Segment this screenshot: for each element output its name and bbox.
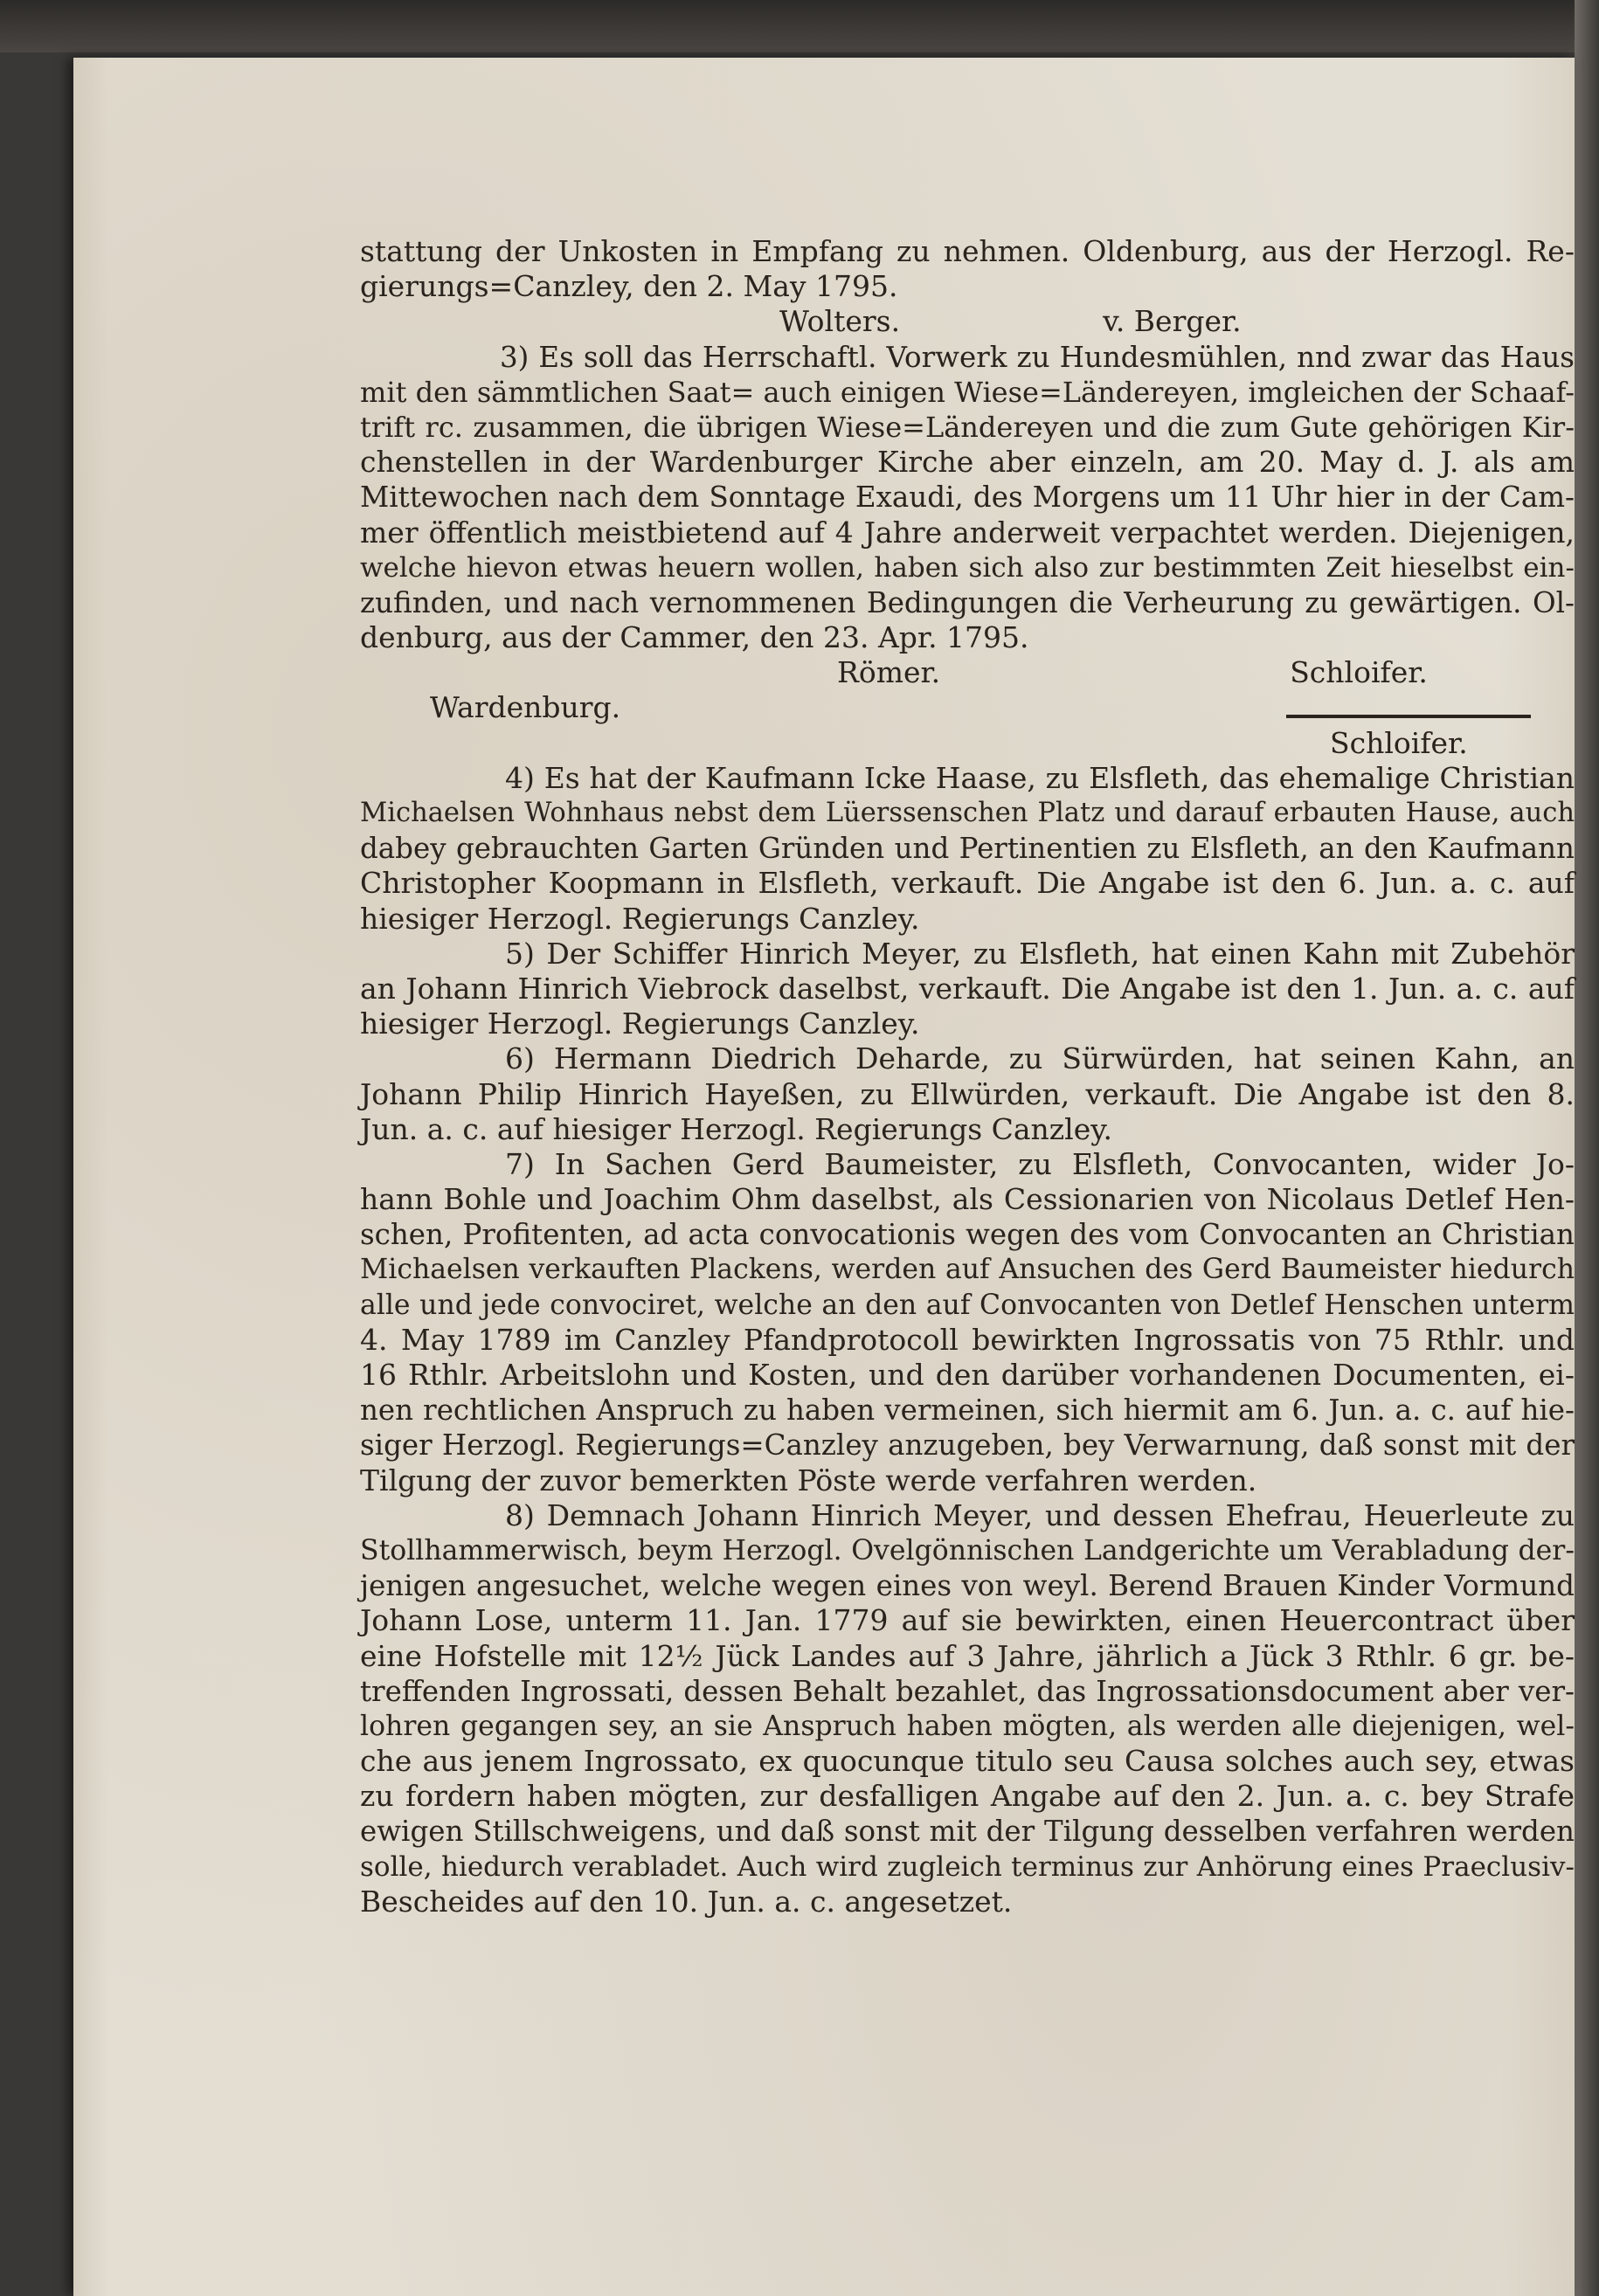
text-line: an Johann Hinrich Viebrock daselbst, verkauft. Die Angabe ist den 1. Jun. a. c. auf: [360, 971, 1575, 1006]
text-line: zu fordern haben mögten, zur desfalligen Angabe auf den 2. Jun. a. c. bey Strafe: [360, 1779, 1575, 1814]
text-line: 4) Es hat der Kaufmann Icke Haase, zu Elsfleth, das ehemalige Christian: [505, 760, 1575, 795]
text-line: Tilgung der zuvor bemerkten Pöste werde verfahren werden.: [360, 1463, 1257, 1497]
text-line: hiesiger Herzogl. Regierungs Canzley.: [360, 1006, 920, 1041]
signature-schloifer-2: Schloifer.: [1330, 725, 1468, 760]
text-line: stattung der Unkosten in Empfang zu nehmen. Oldenburg, aus der Herzogl. Re-: [360, 234, 1575, 268]
text-line: hiesiger Herzogl. Regierungs Canzley.: [360, 901, 920, 936]
text-line: Jun. a. c. auf hiesiger Herzogl. Regierungs Canzley.: [360, 1111, 1113, 1146]
text-line: mer öffentlich meistbietend auf 4 Jahre anderweit verpachtet werden. Diejenigen,: [360, 515, 1575, 550]
text-line: Johann Philip Hinrich Hayeßen, zu Ellwürden, verkauft. Die Angabe ist den 8.: [360, 1076, 1575, 1111]
text-line: trift rc. zusammen, die übrigen Wiese=Ländereyen und die zum Gute gehörigen Kir-: [360, 410, 1575, 444]
scan-background-right: [1575, 0, 1599, 2296]
text-line: alle und jede convociret, welche an den auf Convocanten von Detlef Henschen unterm: [360, 1289, 1575, 1321]
place-line: [360, 690, 1575, 725]
text-line: 4. May 1789 im Canzley Pfandprotocoll bewirkten Ingrossatis von 75 Rthlr. und: [360, 1322, 1575, 1357]
text-line: jenigen angesuchet, welche wegen eines von weyl. Berend Brauen Kinder Vormund: [360, 1569, 1575, 1603]
text-line: denburg, aus der Cammer, den 23. Apr. 1795.: [360, 620, 1029, 655]
signature-wolters: Wolters.: [779, 304, 901, 339]
text-line: 7) In Sachen Gerd Baumeister, zu Elsfleth, Convocanten, wider Jo-: [505, 1146, 1575, 1181]
text-line: Stollhammerwisch, beym Herzogl. Ovelgönnischen Landgerichte um Verabladung der-: [360, 1534, 1575, 1566]
signature-line: [360, 655, 1575, 690]
text-line: Mittewochen nach dem Sonntage Exaudi, des Morgens um 11 Uhr hier in der Cam-: [360, 481, 1575, 515]
text-line: treffenden Ingrossati, dessen Behalt bezahlet, das Ingrossationsdocument aber ver-: [360, 1674, 1575, 1708]
text-line: nen rechtlichen Anspruch zu haben vermeinen, sich hiermit am 6. Jun. a. c. auf hie-: [360, 1394, 1575, 1428]
scan-background-top: [0, 0, 1599, 52]
text-line: Bescheides auf den 10. Jun. a. c. angesetzet.: [360, 1884, 1013, 1919]
signature-line: [360, 726, 1575, 761]
text-line: siger Herzogl. Regierungs=Canzley anzugeben, bey Verwarnung, daß sonst mit der: [360, 1428, 1575, 1463]
text-line: 8) Demnach Johann Hinrich Meyer, und dessen Ehefrau, Heuerleute zu: [505, 1497, 1575, 1532]
text-line: ewigen Stillschweigens, und daß sonst mit der Tilgung desselben verfahren werden: [360, 1815, 1575, 1849]
text-line: schen, Profitenten, ad acta convocationis wegen des vom Convocanten an Christian: [360, 1218, 1575, 1252]
text-line: mit den sämmtlichen Saat= auch einigen Wiese=Ländereyen, imgleichen der Schaaf-: [360, 375, 1575, 409]
text-line: 6) Hermann Diedrich Deharde, zu Sürwürden, hat seinen Kahn, an: [505, 1041, 1575, 1076]
text-line: Michaelsen Wohnhaus nebst dem Lüerssenschen Platz und darauf erbauten Hause, auch: [360, 798, 1575, 828]
text-line: che aus jenem Ingrossato, ex quocunque titulo seu Causa solches auch sey, etwas: [360, 1744, 1575, 1779]
text-line: gierungs=Canzley, den 2. May 1795.: [360, 269, 898, 304]
text-line: Michaelsen verkauften Plackens, werden auf Ansuchen des Gerd Baumeister hiedurch: [360, 1254, 1575, 1286]
text-line: chenstellen in der Wardenburger Kirche aber einzeln, am 20. May d. J. als am: [360, 445, 1575, 480]
text-line: Johann Lose, unterm 11. Jan. 1779 auf sie bewirkten, einen Heuercontract über: [360, 1603, 1575, 1638]
signature-roemer: Römer.: [837, 655, 941, 690]
signature-berger: v. Berger.: [1103, 304, 1242, 339]
text-line: Christopher Koopmann in Elsfleth, verkauft. Die Angabe ist den 6. Jun. a. c. auf: [360, 866, 1575, 901]
text-line: 16 Rthlr. Arbeitslohn und Kosten, und den darüber vorhandenen Documenten, ei-: [360, 1358, 1575, 1392]
signature-rule: [1286, 715, 1531, 718]
signature-line: [360, 304, 1575, 339]
place-wardenburg: Wardenburg.: [430, 690, 621, 725]
text-line: 3) Es soll das Herrschaftl. Vorwerk zu Hundesmühlen, nnd zwar das Haus: [500, 340, 1575, 374]
document-text: [360, 234, 1575, 1919]
text-line: eine Hofstelle mit 12½ Jück Landes auf 3 Jahre, jährlich a Jück 3 Rthlr. 6 gr. be-: [360, 1638, 1575, 1673]
text-line: welche hievon etwas heuern wollen, haben sich also zur bestimmten Zeit hieselbst ein-: [360, 551, 1575, 584]
text-line: lohren gegangen sey, an sie Anspruch haben mögten, als werden alle diejenigen, wel-: [360, 1710, 1575, 1742]
signature-schloifer: Schloifer.: [1290, 655, 1428, 690]
text-line: solle, hiedurch verabladet. Auch wird zugleich terminus zur Anhörung eines Praeclusiv-: [360, 1850, 1575, 1883]
text-line: dabey gebrauchten Garten Gründen und Pertinentien zu Elsfleth, an den Kaufmann: [360, 832, 1575, 866]
text-line: zufinden, und nach vernommenen Bedingungen die Verheurung zu gewärtigen. Ol-: [360, 585, 1575, 619]
text-line: hann Bohle und Joachim Ohm daselbst, als Cessionarien von Nicolaus Detlef Hen-: [360, 1182, 1575, 1217]
text-line: 5) Der Schiffer Hinrich Meyer, zu Elsfleth, hat einen Kahn mit Zubehör: [505, 936, 1575, 971]
